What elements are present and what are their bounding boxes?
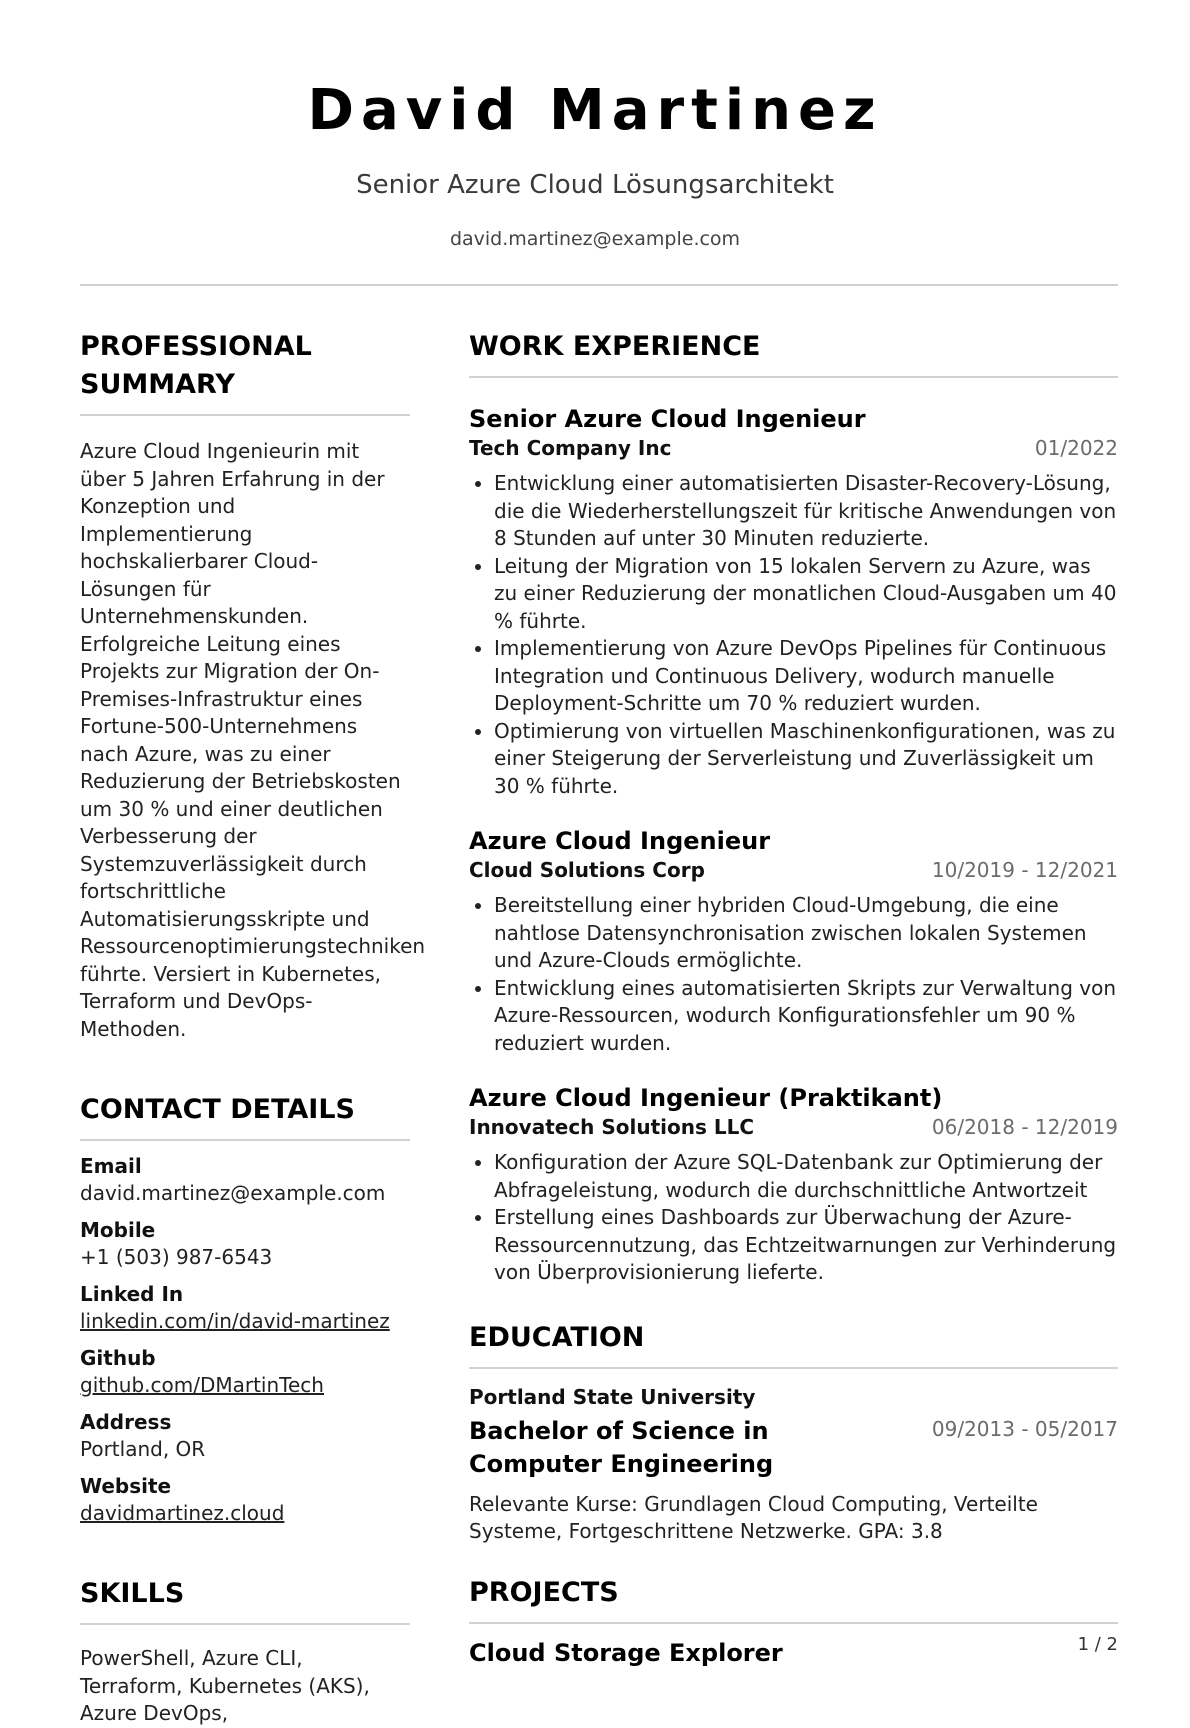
skills-text: PowerShell, Azure CLI, Terraform, Kubernetes (AKS), Azure DevOps, bbox=[80, 1646, 370, 1725]
contact-label-website: Website bbox=[80, 1474, 172, 1498]
contact-link-website[interactable]: davidmartinez.cloud bbox=[80, 1501, 285, 1525]
job-company: Cloud Solutions Corp bbox=[469, 858, 705, 882]
job-bullets bbox=[469, 1149, 1118, 1287]
contact-value-mobile: +1 (503) 987-6543 bbox=[80, 1245, 273, 1269]
summary-text: Azure Cloud Ingenieurin mit über 5 Jahren Erfahrung in der Konzeption und Implementierung hochskalierbarer Cloud-Lösungen für Unternehmenskunden. Erfolgreiche Leitung eines Projekts zur Migration der On-Premises-Infrastruktur eines Fortune-500-Unternehmens nach Azure, was zu einer Reduzierung der Betriebskosten um 30 % und einer deutlichen Verbesserung der Systemzuverlässigkeit durch fortschrittliche Automatisierungsskripte und Ressourcenoptimierungstechniken führte. Versiert in Kubernetes, Terraform und DevOps-Methoden. bbox=[80, 439, 426, 1041]
job-bullet: • Leitung der Migration von 15 lokalen Servern zu Azure, was zu einer Reduzierung der monatlichen Cloud-Ausgaben um 40 % führte. bbox=[494, 553, 1118, 636]
contact-label-email: Email bbox=[80, 1154, 142, 1178]
contact-value-email[interactable]: david.martinez@example.com bbox=[80, 1181, 386, 1205]
job-dates: 06/2018 - 12/2019 bbox=[931, 1115, 1118, 1139]
education-degree: Bachelor of Science in Computer Engineering bbox=[469, 1416, 774, 1478]
job-title: Azure Cloud Ingenieur (Praktikant) bbox=[469, 1084, 943, 1112]
right-column bbox=[469, 328, 1118, 1668]
header-divider bbox=[80, 284, 1118, 286]
skills-section bbox=[80, 1575, 410, 1728]
job-bullet: • Optimierung von virtuellen Maschinenkonfigurationen, was zu einer Steigerung der Serverleistung und Zuverlässigkeit um 30 % führte. bbox=[494, 718, 1118, 801]
job-bullet: • Erstellung eines Dashboards zur Überwachung der Azure-Ressourcennutzung, das Echtzeitwarnungen zur Verhinderung von Überprovisionierung lieferte. bbox=[494, 1204, 1118, 1287]
summary-heading bbox=[80, 328, 410, 416]
experience-section bbox=[469, 328, 1118, 1287]
projects-section bbox=[469, 1574, 1118, 1668]
experience-heading: WORK EXPERIENCE bbox=[469, 328, 1118, 378]
summary-heading-line1: PROFESSIONAL bbox=[80, 331, 312, 362]
contact-link-github[interactable]: github.com/DMartinTech bbox=[80, 1373, 324, 1397]
job-bullet: • Bereitstellung einer hybriden Cloud-Umgebung, die eine nahtlose Datensynchronisation zwischen lokalen Systemen und Azure-Clouds ermöglichte. bbox=[494, 892, 1118, 975]
education-dates: 09/2013 - 05/2017 bbox=[931, 1416, 1118, 1441]
education-entry bbox=[469, 1383, 1118, 1546]
contact-label-address: Address bbox=[80, 1410, 172, 1434]
contact-value-address: Portland, OR bbox=[80, 1437, 206, 1461]
contact-section bbox=[80, 1091, 410, 1527]
contact-list bbox=[80, 1153, 410, 1527]
projects-heading: PROJECTS bbox=[469, 1574, 1118, 1624]
job-company: Innovatech Solutions LLC bbox=[469, 1115, 755, 1139]
job-title: Senior Azure Cloud Ingenieur bbox=[469, 405, 866, 433]
job-entry bbox=[469, 826, 1118, 1057]
left-column bbox=[80, 328, 426, 1728]
job-bullet: • Entwicklung eines automatisierten Skripts zur Verwaltung von Azure-Ressourcen, wodurch Konfigurationsfehler um 90 % reduziert wurden. bbox=[494, 975, 1118, 1058]
contact-heading: CONTACT DETAILS bbox=[80, 1091, 410, 1141]
summary-section bbox=[80, 328, 426, 1043]
job-dates: 01/2022 bbox=[1034, 436, 1118, 460]
contact-label-linkedin: Linked In bbox=[80, 1282, 184, 1306]
job-bullet: • Entwicklung einer automatisierten Disaster-Recovery-Lösung, die die Wiederherstellungszeit für kritische Anwendungen von 8 Stunden auf unter 30 Minuten reduzierte. bbox=[494, 470, 1118, 553]
job-entry bbox=[469, 404, 1118, 800]
contact-link-linkedin[interactable]: linkedin.com/in/david-martinez bbox=[80, 1309, 390, 1333]
job-title: Azure Cloud Ingenieur bbox=[469, 827, 771, 855]
job-bullets bbox=[469, 470, 1118, 800]
job-bullet: • Konfiguration der Azure SQL-Datenbank zur Optimierung der Abfrageleistung, wodurch die durchschnittliche Antwortzeit bbox=[494, 1149, 1118, 1204]
candidate-title: Senior Azure Cloud Lösungsarchitekt bbox=[356, 170, 834, 200]
contact-label-github: Github bbox=[80, 1346, 156, 1370]
job-dates: 10/2019 - 12/2021 bbox=[931, 858, 1118, 882]
summary-heading-line2: SUMMARY bbox=[80, 369, 235, 400]
contact-label-mobile: Mobile bbox=[80, 1218, 156, 1242]
job-entry bbox=[469, 1083, 1118, 1287]
job-company: Tech Company Inc bbox=[469, 436, 672, 460]
project-title: Cloud Storage Explorer bbox=[469, 1638, 783, 1667]
candidate-name: David Martinez bbox=[307, 78, 883, 143]
education-heading: EDUCATION bbox=[469, 1319, 1118, 1369]
header-email[interactable]: david.martinez@example.com bbox=[449, 228, 741, 250]
education-school: Portland State University bbox=[469, 1384, 756, 1409]
education-description: Relevante Kurse: Grundlagen Cloud Computing, Verteilte Systeme, Fortgeschrittene Netzwerke. GPA: 3.8 bbox=[469, 1491, 1038, 1543]
skills-heading: SKILLS bbox=[80, 1575, 410, 1625]
job-bullets bbox=[469, 892, 1118, 1057]
page-number: 1 / 2 bbox=[1077, 1634, 1118, 1655]
education-section bbox=[469, 1319, 1118, 1546]
job-bullet: • Implementierung von Azure DevOps Pipelines für Continuous Integration und Continuous Delivery, wodurch manuelle Deployment-Schritte um 70 % reduziert wurden. bbox=[494, 635, 1118, 718]
